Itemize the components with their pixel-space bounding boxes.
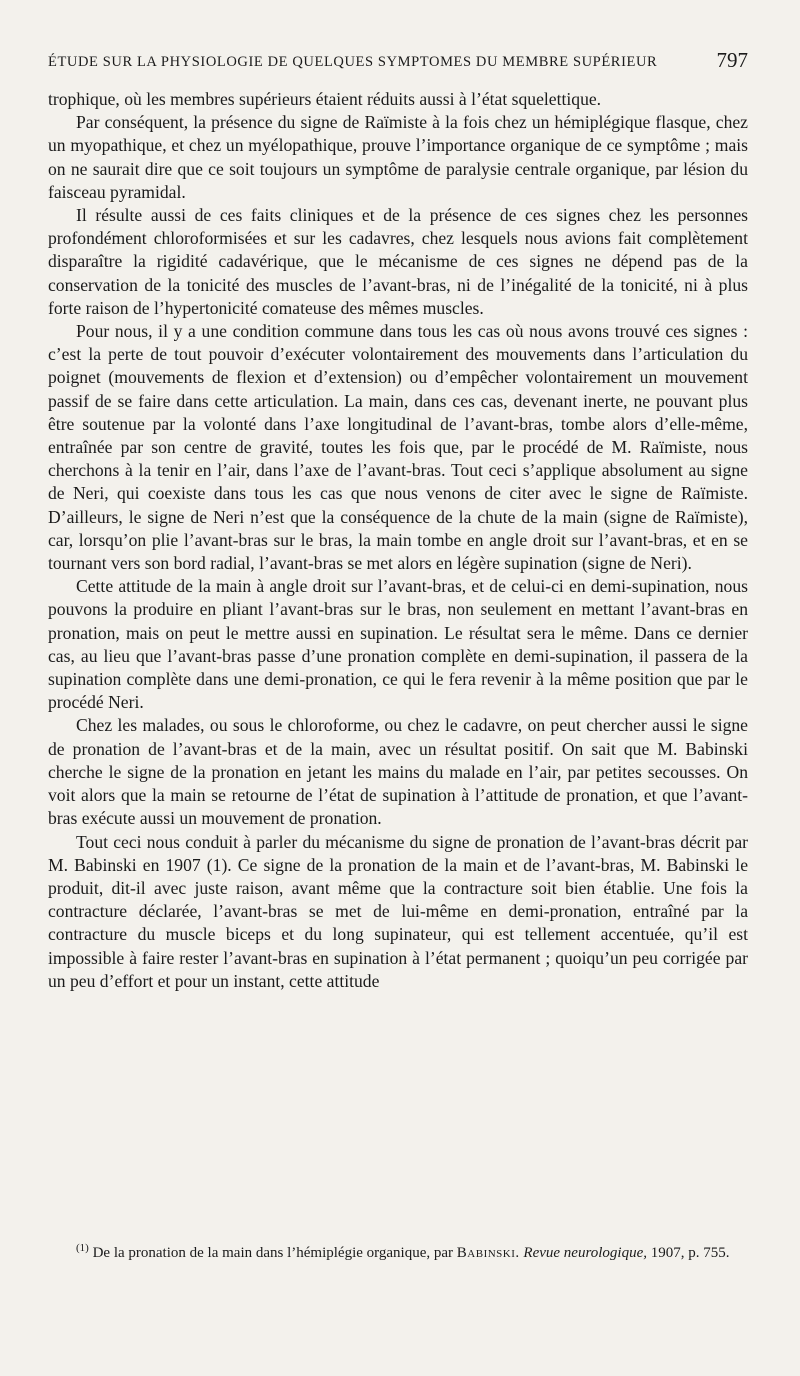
- paragraph: Par conséquent, la présence du signe de Raïmiste à la fois chez un hémiplégique flasque, chez un myopathique, et chez un myélopathique, prouve l’importance organique de ce symptôme ; mais on ne saurait dire que ce soit toujours un symptôme de paralysie centrale organique, par lésion du faisceau pyramidal.: [48, 112, 748, 202]
- paragraph: Il résulte aussi de ces faits cliniques et de la présence de ces signes chez les personnes profondément chloroformisées et sur les cadavres, chez lesquels nous avions fait complètement disparaître la rigidité cadavérique, que le mécanisme de ces signes ne dépend pas de la conservation de la tonicité des muscles de l’avant-bras, ni de l’inégalité de la tonicité, ni à plus forte raison de l’hypertonicité comateuse des mêmes muscles.: [48, 205, 748, 318]
- paragraph: Tout ceci nous conduit à parler du mécanisme du signe de pronation de l’avant-bras décrit par M. Babinski en 1907 (1). Ce signe de la pronation de la main et de l’avant-bras, M. Babinski le produit, dit-il avec juste raison, avant même que la contracture soit bien établie. Une fois la contracture déclarée, l’avant-bras se met de lui-même en demi-pronation, entraîné par la contracture du muscle biceps et du long supinateur, qui est tellement accentuée, qu’il est impossible à faire rester l’avant-bras en supination à l’état permanent ; quoiqu’un peu corrigée par un peu d’effort et pour un instant, cette attitude: [48, 831, 748, 991]
- paragraph: Cette attitude de la main à angle droit sur l’avant-bras, et de celui-ci en demi-supination, nous pouvons la produire en pliant l’avant-bras sur le bras, non seulement en mettant l’avant-bras en pronation, mais on peut le mettre aussi en supination. Le résultat sera le même. Dans ce dernier cas, au lieu que l’avant-bras passe d’une pronation complète en demi-supination, il passera de la supination complète dans une demi-pronation, ce qui le fera revenir à la même position que par le procédé Neri.: [48, 576, 748, 713]
- running-header: [48, 48, 748, 78]
- page-number: 797: [716, 48, 748, 72]
- footnote-details: 1907, p. 755.: [650, 1245, 730, 1261]
- paragraph: Pour nous, il y a une condition commune dans tous les cas où nous avons trouvé ces signes : c’est la perte de tout pouvoir d’exécuter volontairement des mouvements dans l’articulation du poignet (mouvements de flexion et d’extension) ou d’empêcher volontairement un mouvement passif de se faire dans cette articulation. La main, dans ces cas, devenant inerte, ne pouvant plus être soutenue par la volonté dans l’axe longitudinal de l’avant-bras, tombe alors d’elle-même, entraînée par son centre de gravité, toutes les fois que, par le procédé de M. Raïmiste, nous cherchons à la tenir en l’air, dans l’axe de l’avant-bras. Tout ceci s’applique absolument au signe de Neri, qui coexiste dans tous les cas que nous venons de citer avec le signe de Raïmiste. D’ailleurs, le signe de Neri n’est que la conséquence de la chute de la main (signe de Raïmiste), car, lorsqu’on plie l’avant-bras sur le bras, la main tombe en angle droit sur l’avant-bras, et en se tournant vers son bord radial, l’avant-bras se met alors en légère supination (signe de Neri).: [48, 321, 748, 574]
- footnote-marker: (1): [76, 1242, 89, 1254]
- footnote-text: De la pronation de la main dans l’hémiplégie organique, par: [92, 1245, 454, 1261]
- paragraph: trophique, où les membres supérieurs étaient réduits aussi à l’état squelettique.: [48, 89, 602, 109]
- body-text: [48, 88, 748, 993]
- footnote-journal: Revue neurologique,: [523, 1245, 647, 1261]
- footnote: [48, 1238, 748, 1263]
- footnote-author: Babinski.: [456, 1245, 520, 1261]
- running-title: ÉTUDE SUR LA PHYSIOLOGIE DE QUELQUES SYMPTOMES DU MEMBRE SUPÉRIEUR: [48, 54, 658, 70]
- paragraph: Chez les malades, ou sous le chloroforme, ou chez le cadavre, on peut chercher aussi le signe de pronation de l’avant-bras et de la main, avec un résultat positif. On sait que M. Babinski cherche le signe de la pronation en jetant les mains du malade en l’air, par petites secousses. On voit alors que la main se retourne de l’état de supination à l’attitude de pronation, et que l’avant-bras exécute aussi un mouvement de pronation.: [48, 715, 748, 829]
